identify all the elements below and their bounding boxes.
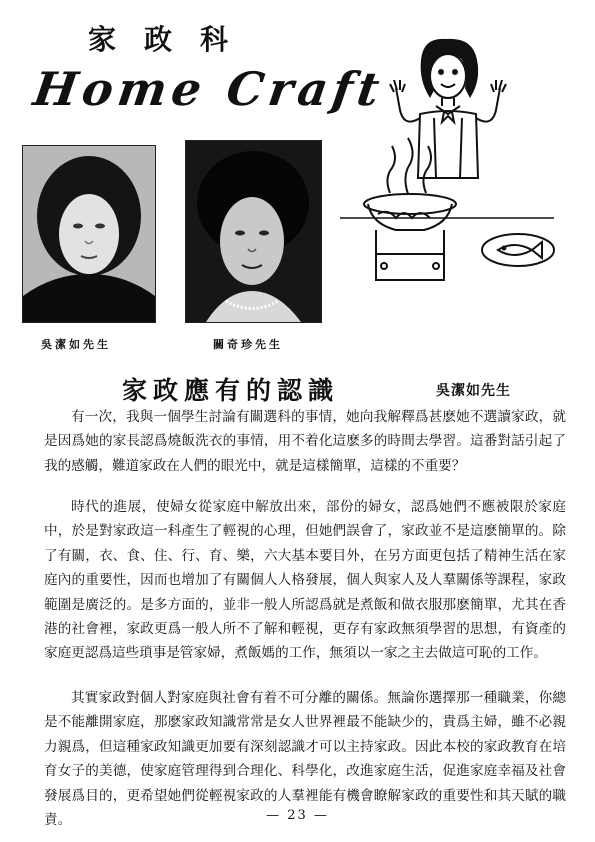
article-author: 吳潔如先生	[436, 383, 511, 399]
page-number: — 23 —	[266, 808, 329, 823]
article-paragraph-3: 其實家政對個人對家庭與社會有着不可分離的關係。無論你選擇那一種職業，你總是不能離開家庭，那麽家政知識常常是女人世界裡最不能缺少的，貴爲主婦，雖不必親力親爲，但這種家政知識更加要有深刻認識才可以主持家政。因此本校的家政教育在培育女子的美德，使家庭管理得到合理化、科學化，改進家庭生活，促進家庭幸福及社會發展爲目的，更希望她們從輕視家政的人羣裡能有機會瞭解家政的重要性和其天賦的職責。	[44, 690, 566, 829]
cooking-woman-illustration	[338, 18, 556, 288]
photo-caption-1: 吳潔如先生	[41, 338, 111, 351]
portrait-1-image	[23, 146, 155, 322]
department-chinese-title: 家政科	[88, 23, 257, 56]
photo-caption-2: 關奇珍先生	[213, 338, 283, 351]
article-paragraph-1: 有一次，我與一個學生討論有關選科的事情，她向我解釋爲甚麽她不選讀家政，就是因爲她的家長認爲燒飯洗衣的事情，用不着化這麽多的時間去學習。這番對話引起了我的感觸，難道家政在人們的眼光中，就是這樣簡單，這樣的不重要？	[44, 409, 566, 474]
department-english-title: Home Craft	[30, 62, 388, 116]
portrait-photo-2	[185, 140, 322, 323]
article-title: 家政應有的認識	[122, 376, 340, 405]
illustration-drawing	[338, 18, 556, 288]
portrait-photo-1	[22, 145, 156, 323]
article-paragraph-2: 時代的進展，使婦女從家庭中解放出來，部份的婦女，認爲她們不應被限於家庭中，於是對家政這一科產生了輕視的心理，但她們誤會了，家政並不是這麽簡單的。除了有關，衣、食、住、行、育、樂，六大基本要目外，在另方面更包括了精神生活在家庭內的重要性，因而也增加了有關個人人格發展，個人與家人及人羣關係等課程，家政範圍是廣泛的。是多方面的，並非一般人所認爲就是煮飯和做衣服那麽簡單，尤其在香港的社會裡，家政更爲一般人所不了解和輕視，更存有家政無須學習的思想，有資產的家庭更認爲這些瑣事是管家婦，煮飯媽的工作，無須以一家之主去做這可恥的工作。	[44, 499, 566, 662]
portrait-2-image	[186, 141, 321, 322]
